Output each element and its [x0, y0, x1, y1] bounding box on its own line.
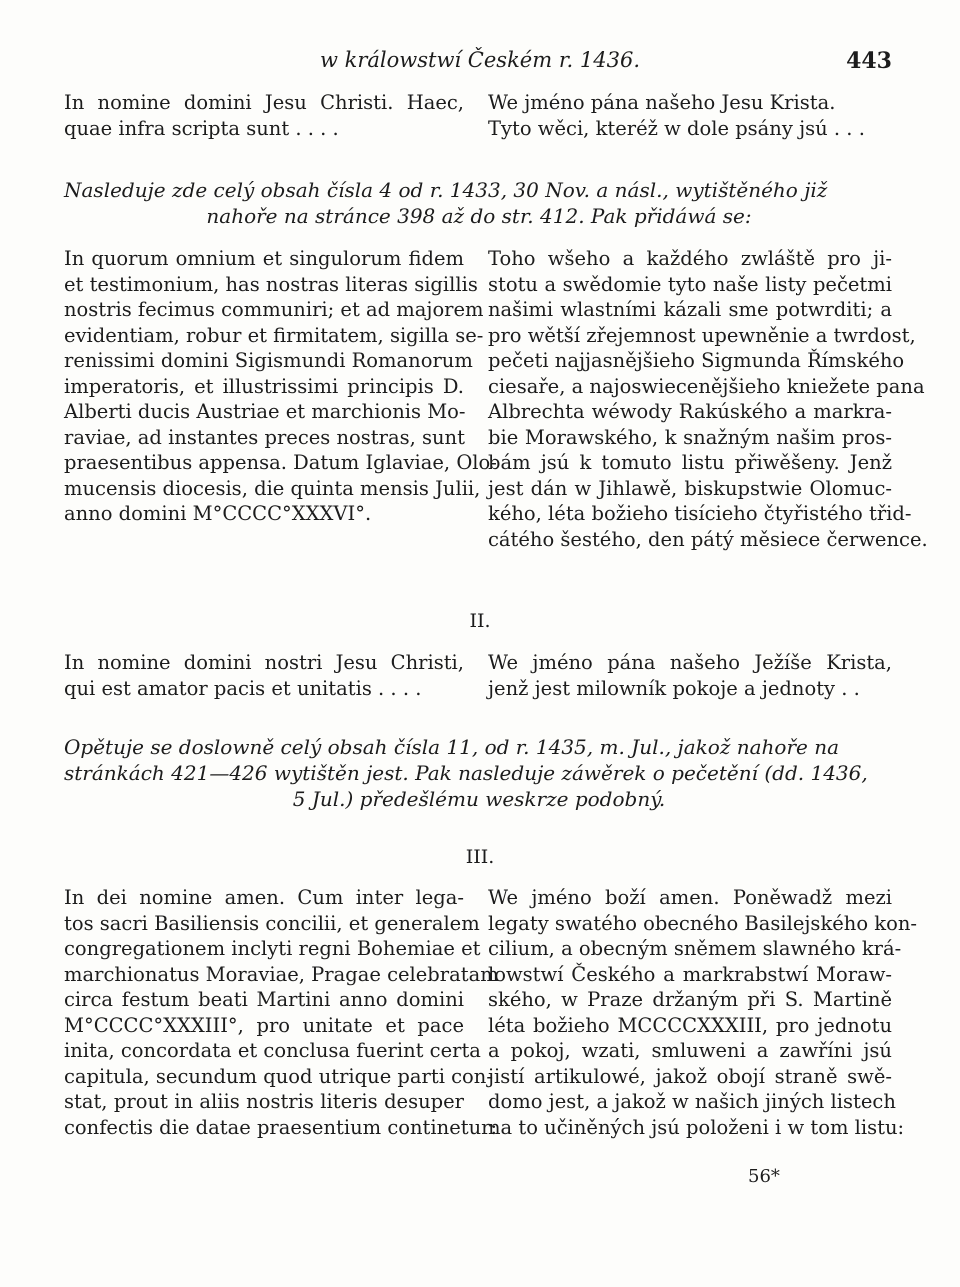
text-line: Toho wšeho a každého zwláště pro ji-	[488, 247, 892, 270]
text-line: circa festum beati Martini anno domini	[64, 988, 464, 1011]
text-line: M°CCCC°XXXIII°, pro unitate et pace	[64, 1013, 464, 1037]
text-line: anno domini M°CCCC°XXXVI°.	[64, 502, 372, 525]
text-line: pro wětší zřejemnost upewněnie a twrdost,	[488, 323, 916, 347]
s1-czech-body	[488, 246, 928, 552]
text-line: We jméno boží amen. Poněwadž mezi	[488, 886, 892, 909]
text-line: Tyto wěci, kteréž w dole psány jsú . . .	[488, 116, 865, 140]
text-line: kého, léta božieho tisícieho čtyřistého třid-	[488, 502, 912, 525]
signature-mark: 56*	[748, 1166, 780, 1187]
s1-czech-opening	[488, 90, 892, 141]
text-line: praesentibus appensa. Datum Iglaviae, Olo-	[64, 451, 497, 474]
text-line: bám jsú k tomuto listu přiwěšeny. Jenž	[488, 451, 892, 474]
text-line: In quorum omnium et singulorum fidem	[64, 247, 464, 270]
text-line: evidentiam, robur et firmitatem, sigilla se-	[64, 323, 484, 347]
text-line: capitula, secundum quod utrique parti con-	[64, 1064, 493, 1088]
text-line: quae infra scripta sunt . . . .	[64, 116, 339, 140]
page-header	[0, 48, 960, 82]
text-line: We jméno pána našeho Jesu Krista.	[488, 91, 836, 114]
page-number: 443	[846, 48, 892, 74]
text-line: We jméno pána našeho Ježíše Krista,	[488, 651, 892, 674]
text-line: domo jest, a jakož w našich jiných listech	[488, 1090, 896, 1113]
text-line: ciesaře, a najoswiecenějšieho kniežete pana	[488, 374, 925, 398]
text-line: stotu a swědomie tyto naše listy pečetmi	[488, 272, 892, 296]
text-line: stat, prout in aliis nostris literis desuper	[64, 1090, 464, 1113]
text-line: cátého šestého, den pátý měsiece čerwence.	[488, 527, 928, 551]
text-line: Alberti ducis Austriae et marchionis Mo-	[64, 400, 466, 423]
note-line: stránkách 421—426 wytištěn jest. Pak nasleduje záwěrek o pečetění (dd. 1436,	[64, 761, 868, 785]
text-line: a pokoj, wzati, smluweni a zawříni jsú	[488, 1039, 892, 1062]
s2-latin-opening	[64, 650, 464, 701]
text-line: jistí artikulowé, jakož obojí straně swě-	[488, 1064, 892, 1088]
section-numeral-ii: II.	[469, 610, 491, 632]
text-line: nostris fecimus communiri; et ad majorem	[64, 298, 484, 321]
text-line: imperatoris, et illustrissimi principis D.	[64, 374, 464, 398]
text-line: congregationem inclyti regni Bohemiae et	[64, 937, 481, 960]
note-line: nahoře na stránce 398 až do str. 412. Pak přidáwá se:	[206, 204, 752, 228]
s2-editorial-note	[64, 734, 894, 812]
s1-editorial-note	[64, 177, 894, 229]
text-line: mucensis diocesis, die quinta mensis Julii,	[64, 476, 481, 500]
note-line: Opětuje se doslowně celý obsah čísla 11, od r. 1435, m. Jul., jakož nahoře na	[64, 735, 840, 759]
text-line: confectis die datae praesentium continetur:	[64, 1115, 498, 1139]
section-numeral-iii: III.	[465, 846, 495, 868]
text-line: In nomine domini Jesu Christi. Haec,	[64, 91, 464, 114]
text-line: lowstwí Českého a markrabstwí Moraw-	[488, 962, 892, 986]
text-line: cilium, a obecným sněmem slawného krá-	[488, 937, 902, 960]
s3-czech-body	[488, 885, 917, 1140]
text-line: renissimi domini Sigismundi Romanorum	[64, 349, 473, 372]
text-line: raviae, ad instantes preces nostras, sunt	[64, 425, 465, 449]
text-line: qui est amator pacis et unitatis . . . .	[64, 676, 422, 700]
note-line: Nasleduje zde celý obsah čísla 4 od r. 1433, 30 Nov. a násl., wytištěného již	[64, 178, 828, 202]
text-line: pečeti najjasnějšieho Sigmunda Římského	[488, 349, 905, 372]
text-line: In nomine domini nostri Jesu Christi,	[64, 651, 464, 674]
s1-latin-opening	[64, 90, 464, 141]
text-line: legaty swatého obecného Basilejského kon-	[488, 911, 917, 935]
s3-latin-body	[64, 885, 499, 1140]
text-line: léta božieho MCCCCXXXIII, pro jednotu	[488, 1013, 892, 1037]
note-line: 5 Jul.) předešlému weskrze podobný.	[292, 787, 666, 811]
text-line: marchionatus Moraviae, Pragae celebratam	[64, 962, 499, 986]
text-line: ského, w Praze držaným při S. Martině	[488, 988, 892, 1011]
text-line: jest dán w Jihlawě, biskupstwie Olomuc-	[488, 476, 892, 500]
text-line: inita, concordata et conclusa fuerint certa	[64, 1039, 481, 1062]
s1-latin-body	[64, 246, 497, 527]
text-line: et testimonium, has nostras literas sigillis	[64, 272, 478, 296]
text-line: tos sacri Basiliensis concilii, et generalem	[64, 911, 480, 935]
running-head: w králowstwí Českém r. 1436.	[319, 48, 641, 72]
text-line: Albrechta wéwody Rakúského a markra-	[488, 400, 892, 423]
s2-czech-opening	[488, 650, 892, 701]
text-line: našimi wlastními kázali sme potwrditi; a	[488, 298, 892, 321]
text-line: In dei nomine amen. Cum inter lega-	[64, 886, 464, 909]
text-line: jenž jest milowník pokoje a jednoty . .	[488, 676, 860, 700]
text-line: bie Morawského, k snažným našim pros-	[488, 425, 892, 449]
text-line: na to učiněných jsú položeni i w tom listu:	[488, 1115, 905, 1139]
